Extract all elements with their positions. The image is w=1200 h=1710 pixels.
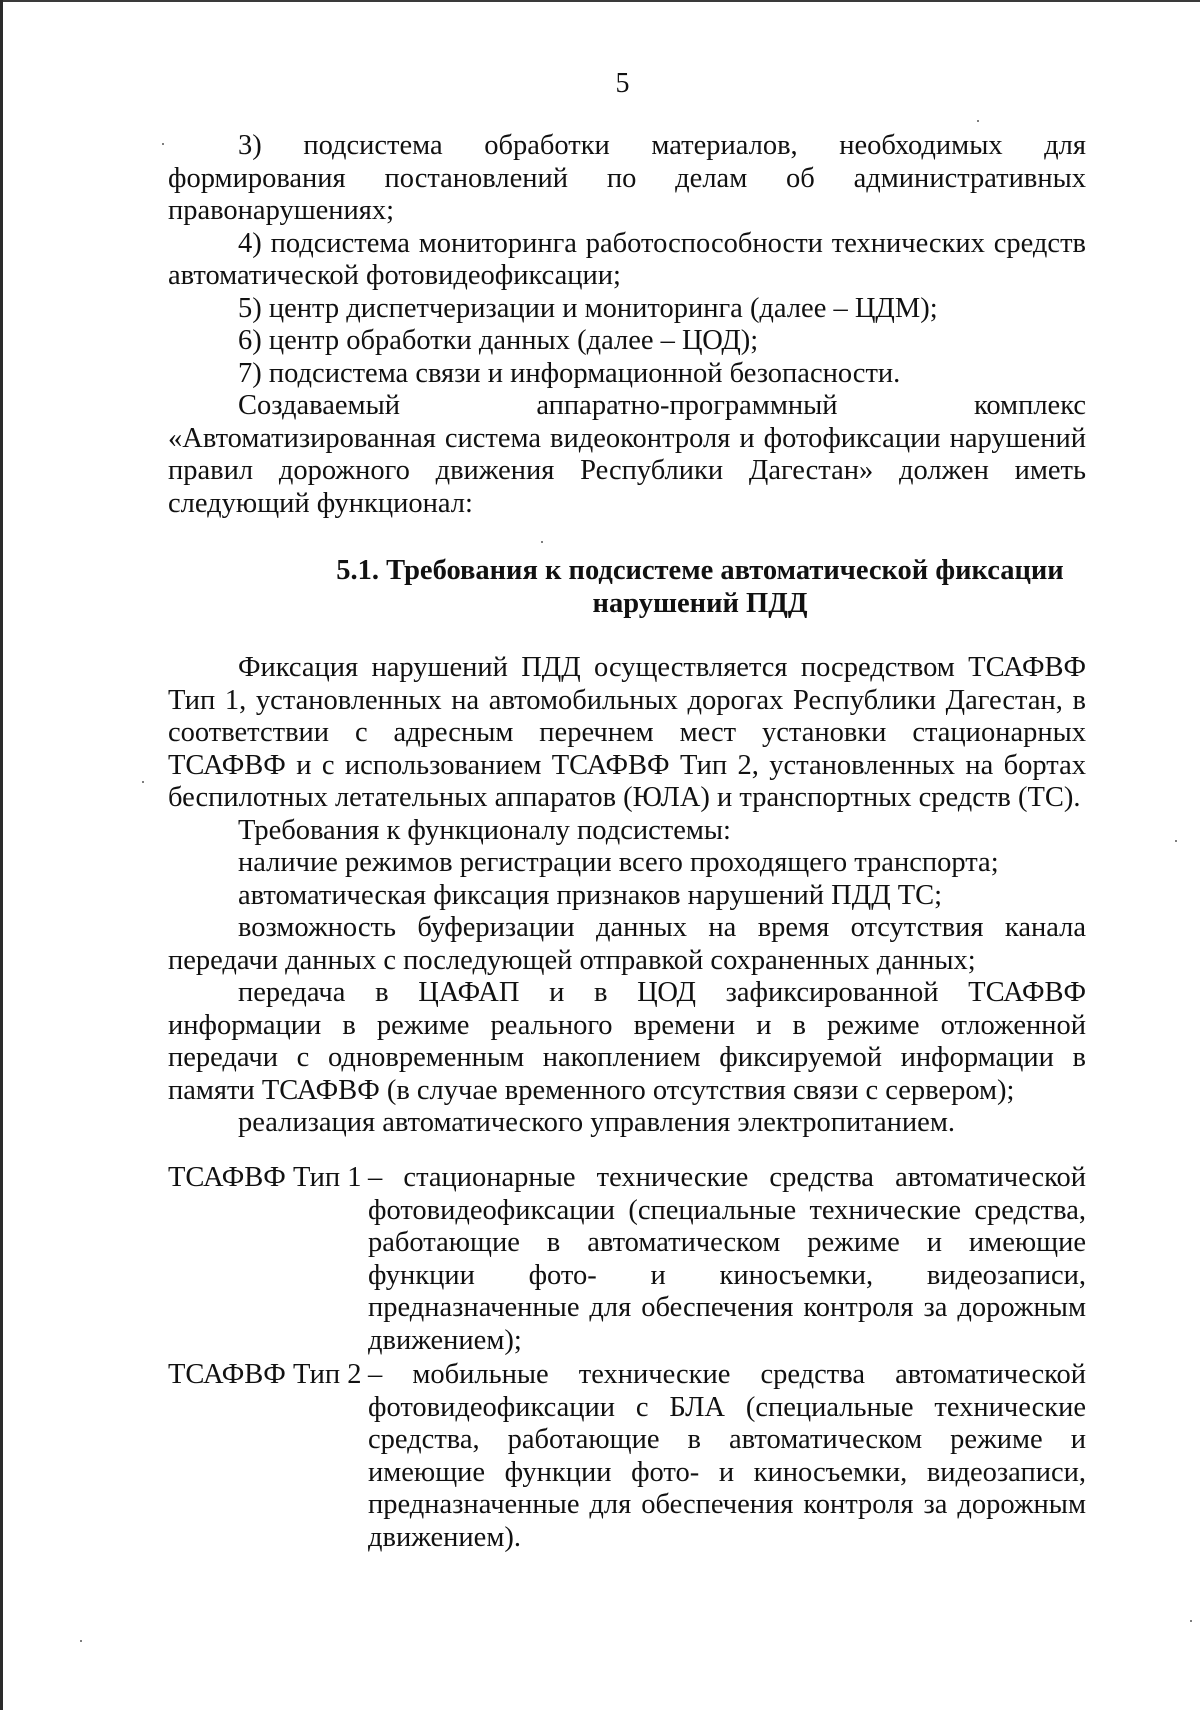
definition-body: – мобильные технические средства автоматической фотовидеофиксации с БЛА (специальные технические средства, работающие в автоматическом режиме и имеющие функции фото- и киносъемки, видеозаписи, предназначенные для обеспечения контроля за дорожным движением).: [368, 1359, 1086, 1553]
intro-item: 6) центр обработки данных (далее – ЦОД);: [238, 325, 759, 356]
page-number: 5: [615, 68, 630, 99]
section-heading: [270, 554, 1130, 620]
intro-block: [168, 130, 1086, 520]
section-body: [168, 652, 1086, 1140]
scan-speck: [142, 781, 144, 783]
requirement-item: наличие режимов регистрации всего проходящего транспорта;: [238, 847, 999, 878]
definition-term: ТСАФВФ Тип 1: [168, 1162, 362, 1193]
scan-left-edge: [0, 0, 3, 1710]
definition-body: – стационарные технические средства автоматической фотовидеофиксации (специальные технические средства, работающие в автоматическом режиме и имеющие функции фото- и киносъемки, видеозаписи, предназначенные для обеспечения контроля за дорожным движением);: [368, 1162, 1086, 1356]
scan-speck: [162, 143, 164, 145]
section-paragraph: Фиксация нарушений ПДД осуществляется посредством ТСАФВФ Тип 1, установленных на автомобильных дорогах Республики Дагестан, в соответствии с адресным перечнем мест установки стационарных ТСАФВФ и с использованием ТСАФВФ Тип 2, установленных на бортах беспилотных летательных аппаратов (ЮЛА) и транспортных средств (ТС).: [168, 652, 1086, 813]
scan-speck: [541, 541, 543, 543]
requirement-item: реализация автоматического управления электропитанием.: [238, 1107, 955, 1138]
intro-item: 3) подсистема обработки материалов, необходимых для формирования постановлений по делам об административных правонарушениях;: [168, 130, 1086, 226]
definition-term: ТСАФВФ Тип 2: [168, 1359, 362, 1390]
scan-speck: [977, 120, 979, 122]
intro-item: 5) центр диспетчеризации и мониторинга (далее – ЦДМ);: [238, 292, 938, 324]
section-heading-line2: нарушений ПДД: [592, 588, 808, 619]
scan-speck: [1190, 1620, 1192, 1622]
requirement-item: автоматическая фиксация признаков нарушений ПДД ТС;: [238, 879, 943, 911]
section-heading-line1: 5.1. Требования к подсистеме автоматической фиксации: [336, 555, 1064, 586]
scan-top-edge: [0, 0, 1200, 2]
definition-type2: [168, 1359, 1086, 1554]
definition-type1: [168, 1162, 1086, 1357]
scan-speck: [80, 1640, 82, 1642]
requirement-item: передача в ЦАФАП и в ЦОД зафиксированной ТСАФВФ информации в режиме реального времени и в режиме отложенной передачи с одновременным накоплением фиксируемой информации в памяти ТСАФВФ (в случае временного отсутствия связи с сервером);: [168, 977, 1086, 1106]
intro-item: 7) подсистема связи и информационной безопасности.: [238, 357, 901, 389]
intro-paragraph: Создаваемый аппаратно-программный комплекс «Автоматизированная система видеоконтроля и фотофиксации нарушений правил дорожного движения Республики Дагестан» должен иметь следующий функционал:: [168, 390, 1086, 519]
requirements-title: Требования к функционалу подсистемы:: [238, 814, 731, 846]
intro-item: 4) подсистема мониторинга работоспособности технических средств автоматической фотовидеофиксации;: [168, 227, 1086, 291]
scan-speck: [1175, 840, 1177, 842]
requirement-item: возможность буферизации данных на время отсутствия канала передачи данных с последующей отправкой сохраненных данных;: [168, 912, 1086, 976]
